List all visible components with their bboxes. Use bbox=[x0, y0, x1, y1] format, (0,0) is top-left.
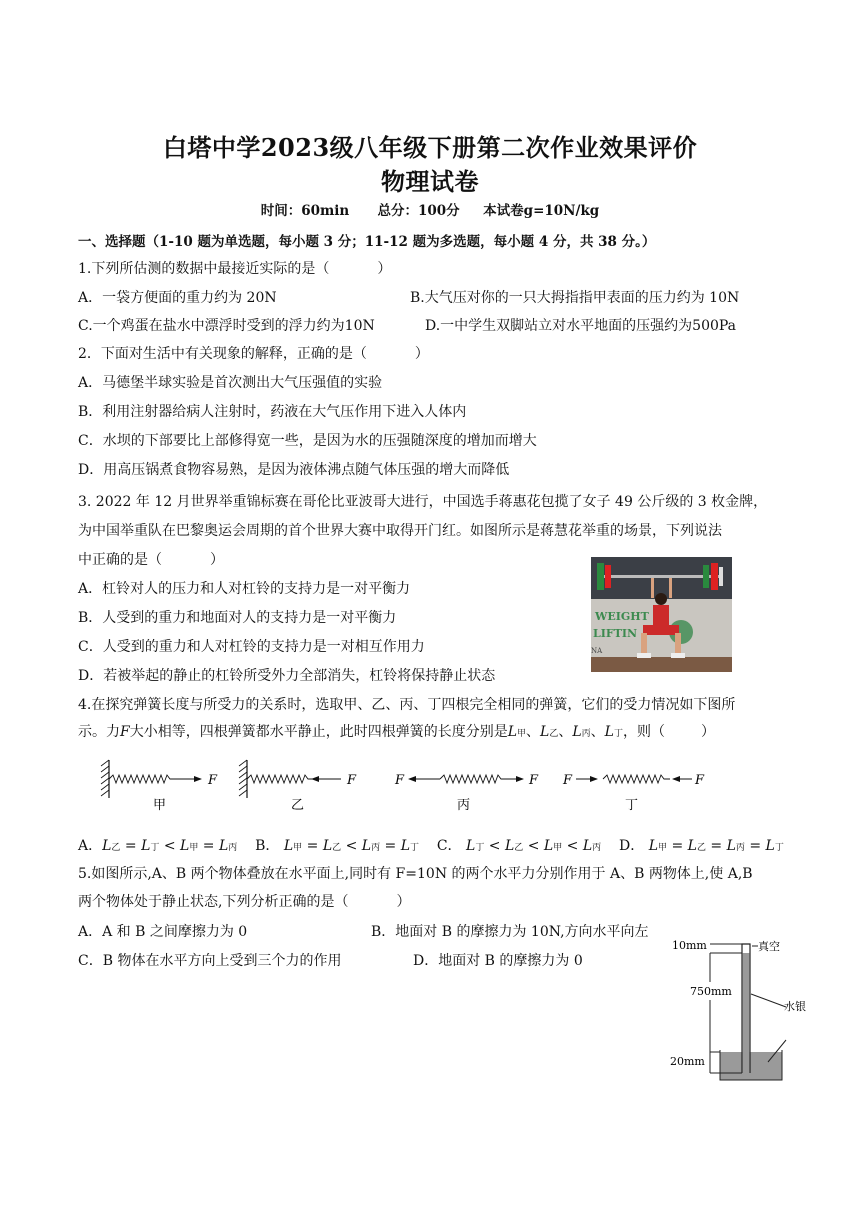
q3-stem-line2: 为中国举重队在巴黎奥运会周期的首个世界大赛中取得开门红。如图所示是蒋慧花举重的场景，下列说法 bbox=[78, 523, 722, 539]
q3-stem-line3: 中正确的是（ ） bbox=[78, 552, 224, 568]
page-title-line2: 物理试卷 bbox=[381, 167, 479, 196]
section-heading: 一、选择题（1-10 题为单选题，每小题 3 分；11-12 题为多选题，每小题 4 分，共 38 分。） bbox=[78, 234, 656, 250]
photo-text-weight: WEIGHT bbox=[595, 610, 649, 623]
label-750mm: 750mm bbox=[690, 985, 732, 998]
barometer-diagram bbox=[660, 932, 820, 1082]
q4-option-d: D． L甲 = L乙 = L丙 = L丁 bbox=[619, 838, 784, 854]
spring-label-jia: 甲 bbox=[153, 798, 167, 813]
q5-option-c: C．B 物体在水平方向上受到三个力的作用 bbox=[78, 953, 342, 969]
q1-option-d: D.一中学生双脚站立对水平地面的压强约为500Pa bbox=[425, 318, 737, 334]
spring-label-bing: 丙 bbox=[457, 798, 471, 813]
q5-stem-line2: 两个物体处于静止状态,下列分析正确的是（ ） bbox=[78, 894, 411, 910]
q2-option-b: B．利用注射器给病人注射时，药液在大气压作用下进入人体内 bbox=[78, 404, 467, 420]
force-label-bing-left: F bbox=[395, 773, 405, 788]
spring-bing bbox=[394, 773, 539, 813]
q2-option-d: D．用高压锅煮食物容易熟，是因为液体沸点随气体压强的增大而降低 bbox=[78, 462, 510, 478]
q5-option-a: A．A 和 B 之间摩擦力为 0 bbox=[78, 924, 248, 940]
weightlifting-photo bbox=[591, 557, 732, 672]
label-20mm: 20mm bbox=[670, 1055, 705, 1068]
meta-total: 总分：100分 bbox=[377, 203, 460, 219]
page-title-line1: 白塔中学2023级八年级下册第二次作业效果评价 bbox=[162, 133, 698, 162]
spring-yi bbox=[239, 760, 357, 813]
q3-stem-line1: 3. 2022 年 12 月世界举重锦标赛在哥伦比亚波哥大进行，中国选手蒋惠花包揽了女子 49 公斤级的 3 枚金牌， bbox=[78, 494, 768, 510]
exam-meta bbox=[0, 199, 860, 219]
q1-option-c: C.一个鸡蛋在盐水中漂浮时受到的浮力约为10N bbox=[78, 318, 375, 334]
spring-label-yi: 乙 bbox=[291, 798, 305, 813]
q2-option-a: A．马德堡半球实验是首次测出大气压强值的实验 bbox=[78, 375, 383, 391]
q4-options bbox=[78, 835, 784, 855]
q4-stem-line2: 示。力F大小相等，四根弹簧都水平静止，此时四根弹簧的长度分别是L甲、L乙、L丙、L丁，则（ ） bbox=[78, 724, 715, 740]
force-label-jia: F bbox=[208, 773, 218, 788]
q1-stem: 1.下列所估测的数据中最接近实际的是（ ） bbox=[78, 261, 392, 277]
q4-option-c: C． L丁 < L乙 < L甲 < L丙 bbox=[436, 838, 602, 854]
q5-stem-line1: 5.如图所示,A、B 两个物体叠放在水平面上,同时有 F=10N 的两个水平力分别作用于 A、B 两物体上,使 A,B bbox=[78, 866, 753, 882]
label-10mm: 10mm bbox=[672, 939, 707, 952]
meta-g: 本试卷g=10N/kg bbox=[483, 203, 600, 219]
force-label-bing-right: F bbox=[529, 773, 539, 788]
label-mercury: 水银 bbox=[784, 1000, 806, 1013]
q1-option-a: A．一袋方便面的重力约为 20N bbox=[78, 290, 277, 306]
spring-figure bbox=[95, 756, 715, 816]
force-label-ding-left: F bbox=[563, 773, 573, 788]
photo-text-lifting: LIFTIN bbox=[593, 627, 638, 640]
q3-option-b: B．人受到的重力和地面对人的支持力是一对平衡力 bbox=[78, 610, 397, 626]
force-label-yi: F bbox=[347, 773, 357, 788]
q4-stem-line1: 4.在探究弹簧长度与所受力的关系时，选取甲、乙、丙、丁四根完全相同的弹簧，它们的受力情况如下图所 bbox=[78, 697, 736, 713]
q2-option-c: C．水坝的下部要比上部修得宽一些，是因为水的压强随深度的增加而增大 bbox=[78, 433, 537, 449]
q5-option-d: D．地面对 B 的摩擦力为 0 bbox=[413, 953, 583, 969]
q4-option-a: A．L乙 = L丁 < L甲 = L丙 bbox=[78, 838, 238, 854]
q1-option-b: B.大气压对你的一只大拇指指甲表面的压力约为 10N bbox=[410, 290, 740, 306]
spring-ding bbox=[562, 773, 705, 813]
q3-option-c: C．人受到的重力和人对杠铃的支持力是一对相互作用力 bbox=[78, 639, 425, 655]
q3-option-d: D．若被举起的静止的杠铃所受外力全部消失，杠铃将保持静止状态 bbox=[78, 668, 496, 684]
spring-label-ding: 丁 bbox=[625, 798, 639, 813]
q5-option-b: B．地面对 B 的摩擦力为 10N,方向水平向左 bbox=[371, 924, 649, 940]
q4-option-b: B． L甲 = L乙 < L丙 = L丁 bbox=[255, 838, 420, 854]
label-vacuum: 真空 bbox=[758, 940, 780, 953]
meta-time: 时间：60min bbox=[260, 203, 350, 219]
q3-option-a: A．杠铃对人的压力和人对杠铃的支持力是一对平衡力 bbox=[78, 581, 411, 597]
photo-text-na: NA bbox=[591, 647, 603, 655]
q2-stem: 2．下面对生活中有关现象的解释，正确的是（ ） bbox=[78, 346, 429, 362]
spring-jia bbox=[101, 760, 218, 813]
force-label-ding-right: F bbox=[695, 773, 705, 788]
